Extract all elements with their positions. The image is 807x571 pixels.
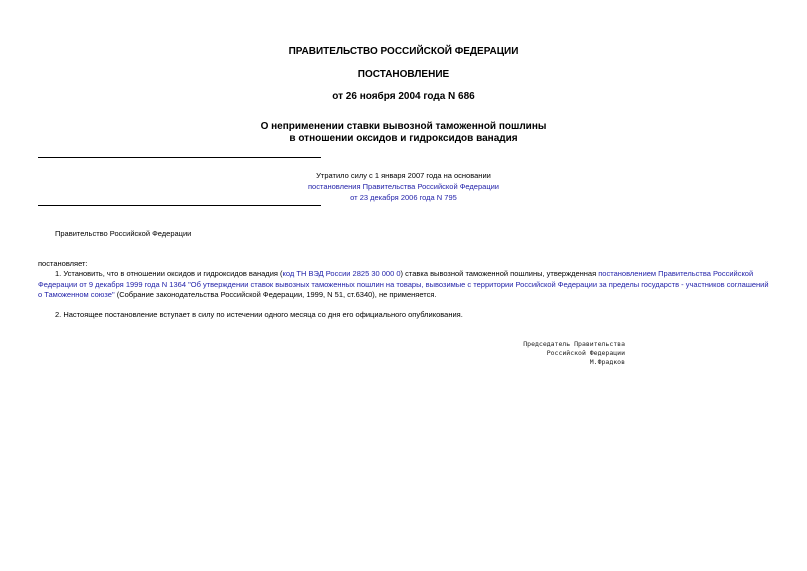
divider-bottom xyxy=(38,205,321,206)
subject-line-1: О неприменении ставки вывозной таможенной пошлины xyxy=(260,121,547,132)
paragraph-2: 2. Настоящее постановление вступает в силу по истечении одного месяца со дня его официального опубликования. xyxy=(55,310,463,319)
signature-name: М.Фрадков xyxy=(589,358,625,366)
resolution-1364-link[interactable]: постановлением Правительства Российской Федерации от 9 декабря 1999 года N 1364 "Об утверждении ставок вывозных таможенных пошлин на товары, вывозимые с территории Российской Федерации за пределы государств - участников соглашений о Таможенном союзе" xyxy=(38,269,769,300)
repeal-text: Утратило силу с 1 января 2007 года на основании xyxy=(316,171,491,180)
paragraph-1-text-b: ) ставка вывозной таможенной пошлины, утвержденная xyxy=(400,269,599,278)
repeal-link-line-2: от 23 декабря 2006 года N 795 xyxy=(350,193,457,202)
signature-block xyxy=(480,340,625,367)
resolves-word: постановляет: xyxy=(38,259,88,268)
document-type: ПОСТАНОВЛЕНИЕ xyxy=(357,69,450,80)
government-name: Правительство Российской Федерации xyxy=(55,229,192,238)
paragraph-1-text-c: (Собрание законодательства Российской Федерации, 1999, N 51, ст.6340), не применяется. xyxy=(114,290,437,300)
paragraph-1 xyxy=(38,269,771,301)
government-title: ПРАВИТЕЛЬСТВО РОССИЙСКОЙ ФЕДЕРАЦИИ xyxy=(288,46,519,57)
signature-title: Председатель Правительства xyxy=(523,340,625,348)
tnved-code-link[interactable]: код ТН ВЭД России 2825 30 000 0 xyxy=(282,269,401,278)
repeal-link[interactable] xyxy=(280,181,527,203)
document-date-number: от 26 ноября 2004 года N 686 xyxy=(332,91,475,102)
repeal-note xyxy=(280,170,527,203)
subject-line-2: в отношении оксидов и гидроксидов ванадия xyxy=(289,133,518,144)
repeal-link-line-1: постановления Правительства Российской Федерации xyxy=(307,182,499,191)
divider-top xyxy=(38,157,321,158)
document-subject xyxy=(0,121,807,145)
paragraph-1-text-a: 1. Установить, что в отношении оксидов и гидроксидов ванадия ( xyxy=(55,269,283,278)
signature-country: Российской Федерации xyxy=(546,349,625,357)
